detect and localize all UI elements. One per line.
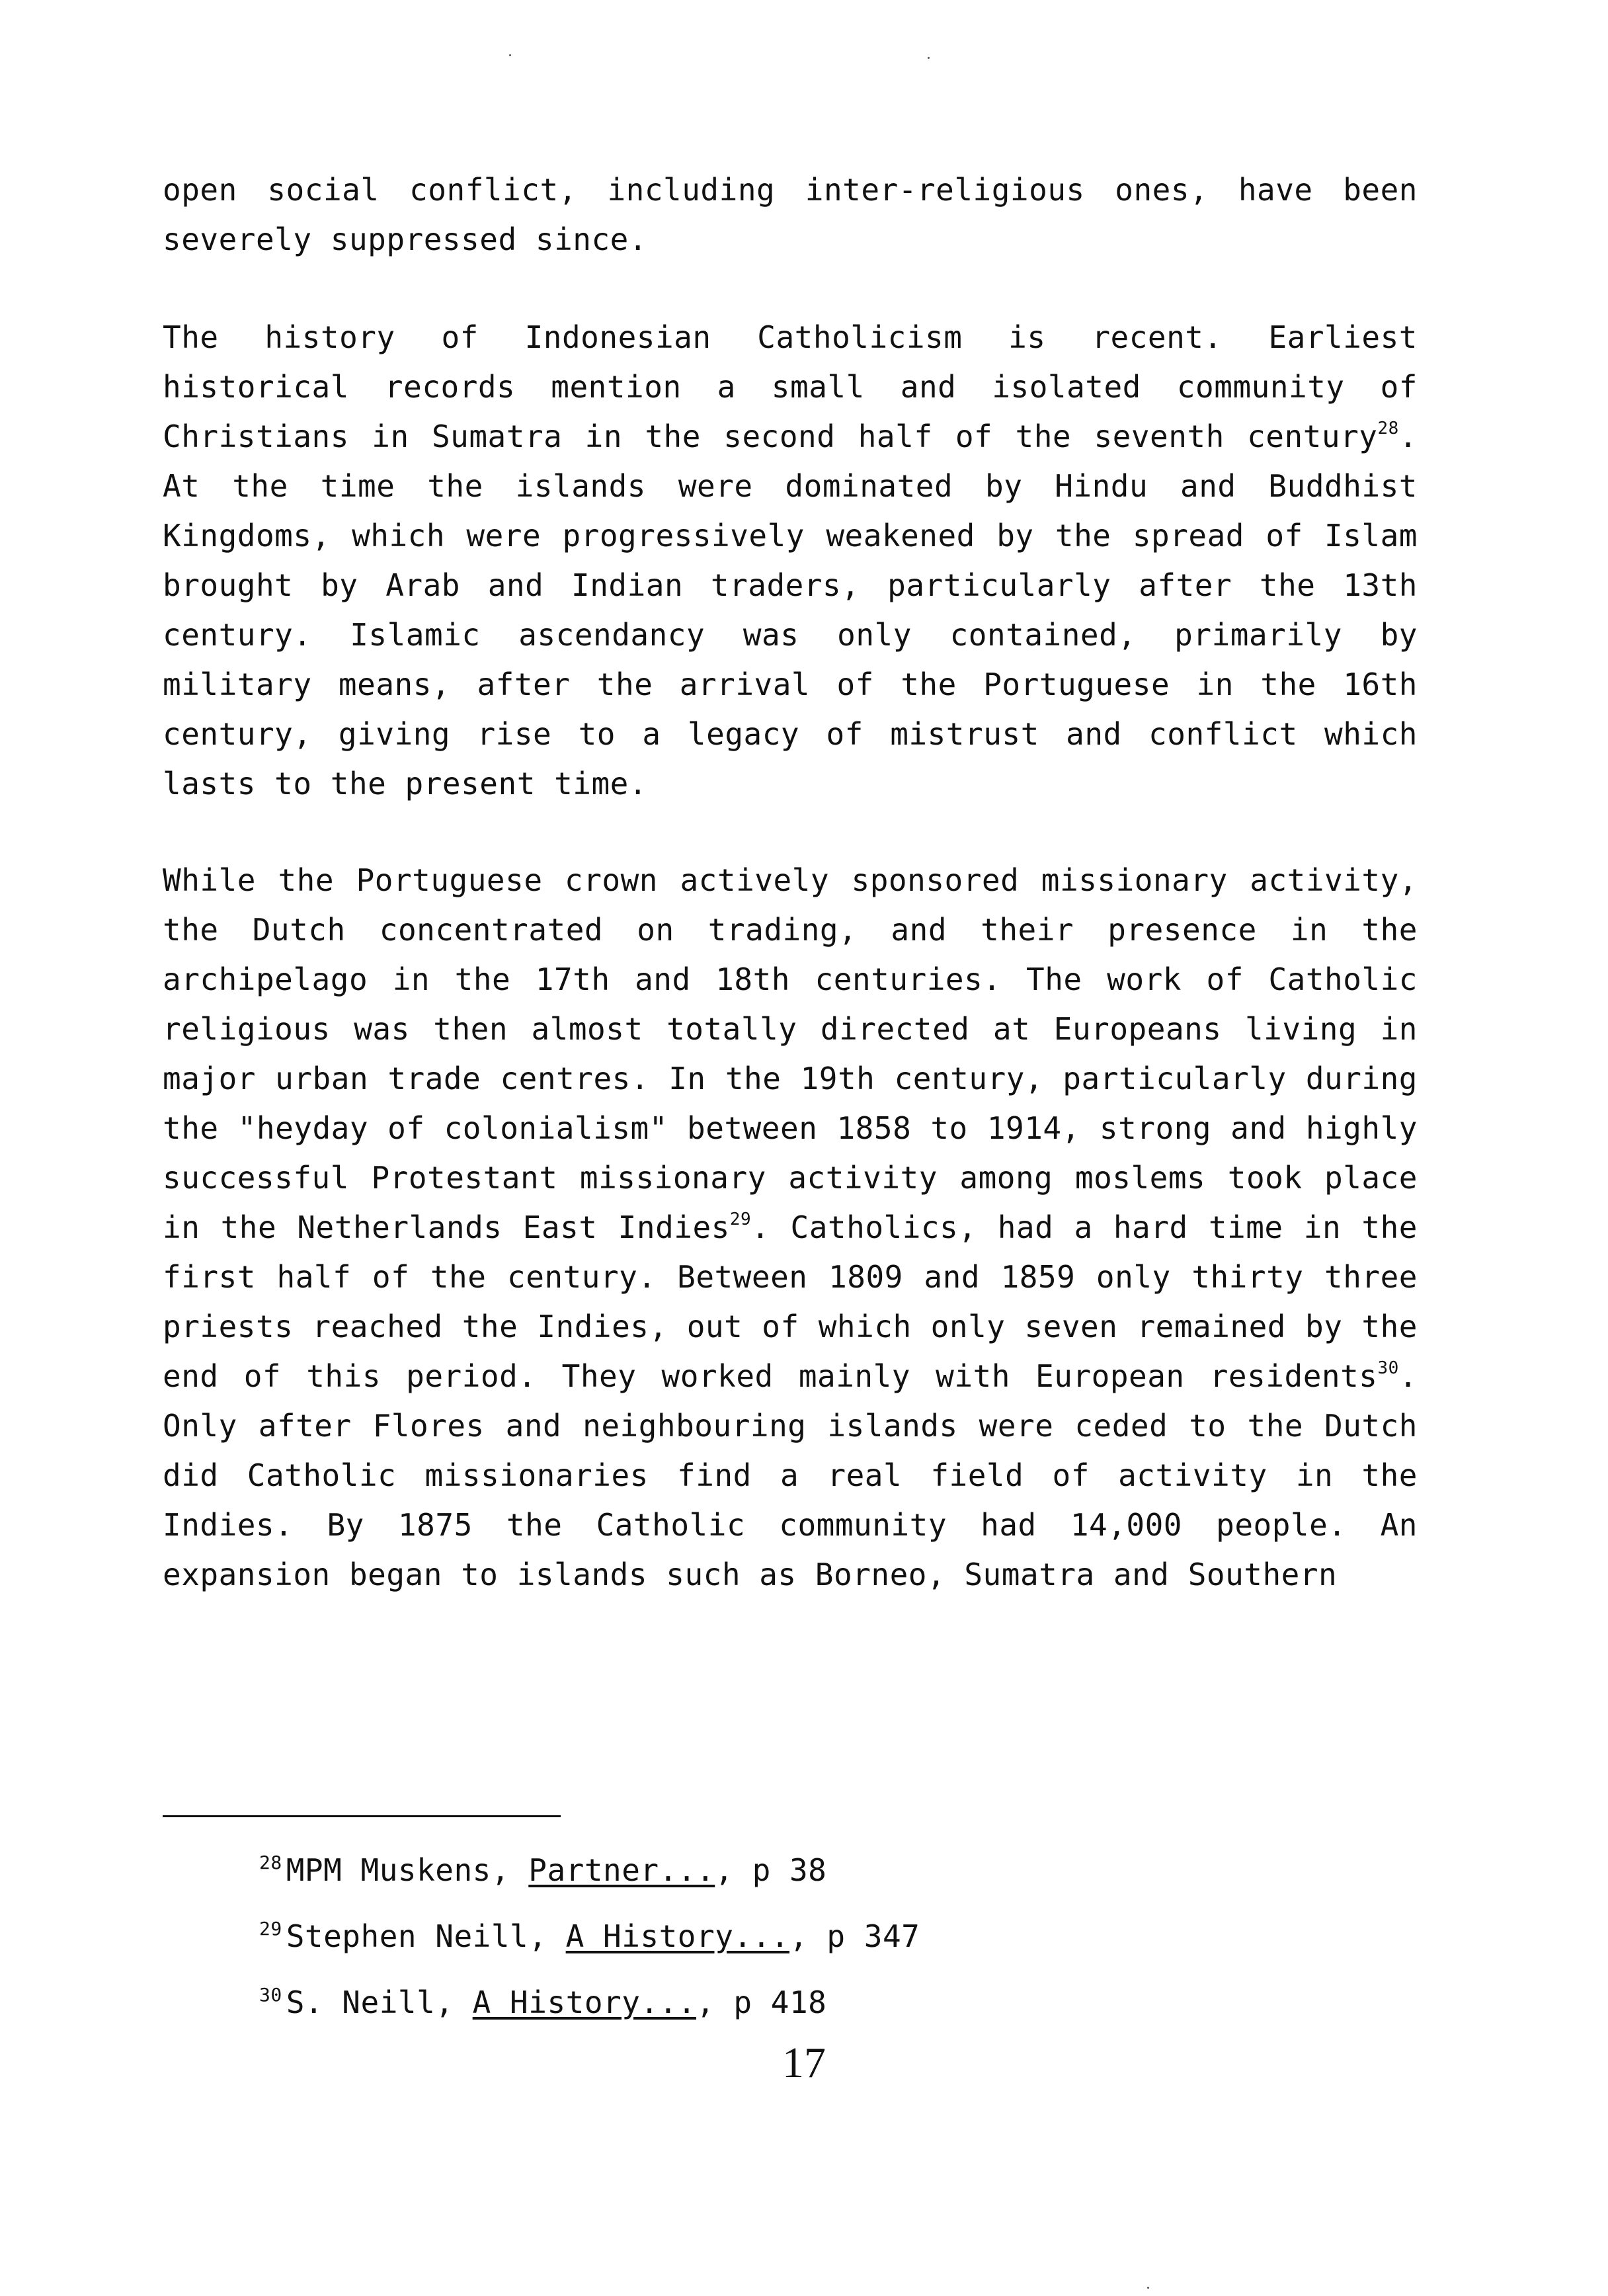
scan-speck bbox=[509, 54, 511, 56]
paragraph-3 bbox=[163, 856, 1418, 1600]
footnote-page: , p 347 bbox=[789, 1918, 920, 1954]
paragraph-2-text-b: . At the time the islands were dominated by Hindu and Buddhist Kingdoms, which were progressively weakened by the spread of Islam brought by Arab and Indian traders, particularly after the 13th century. Islamic ascendancy was only contained, primarily by military means, after the arrival of the Portuguese in the 16th century, giving rise to a legacy of mistrust and conflict which lasts to the present time. bbox=[163, 419, 1418, 801]
footnote-number: 30 bbox=[259, 1984, 282, 2006]
footnote-divider bbox=[163, 1815, 561, 1817]
footnote-title: Partner... bbox=[528, 1852, 715, 1888]
paragraph-3-text-b: . Catholics, had a hard time in the first half of the century. Between 1809 and 1859 only thirty three priests reached the Indies, out of which only seven remained by the end of this period. They worked mainly with European residents bbox=[163, 1210, 1418, 1394]
paragraph-1 bbox=[163, 165, 1418, 265]
footnote-title: A History... bbox=[565, 1918, 789, 1954]
footnote-page: , p 38 bbox=[715, 1852, 827, 1888]
footnote-ref-28[interactable]: 28 bbox=[1377, 419, 1399, 438]
footnote-28 bbox=[259, 1837, 1317, 1903]
footnotes bbox=[259, 1837, 1317, 2035]
scan-speck bbox=[928, 57, 930, 59]
footnote-number: 28 bbox=[259, 1852, 282, 1873]
paragraph-2-text-a: The history of Indonesian Catholicism is recent. Earliest historical records mention a small and isolated community of Christians in Sumatra in the second half of the seventh century bbox=[163, 319, 1418, 454]
paragraph-1-text: open social conflict, including inter-religious ones, have been severely suppressed since. bbox=[163, 172, 1418, 257]
footnote-29 bbox=[259, 1903, 1317, 1969]
footnote-page: , p 418 bbox=[696, 1985, 827, 2020]
footnote-author: S. Neill, bbox=[286, 1985, 473, 2020]
paragraph-3-text-c: . Only after Flores and neighbouring islands were ceded to the Dutch did Catholic missionaries find a real field of activity in the Indies. By 1875 the Catholic community had 14,000 people. An expansion began to islands such as Borneo, Sumatra and Southern bbox=[163, 1358, 1418, 1592]
footnote-title: A History... bbox=[472, 1985, 697, 2020]
paragraph-3-text-a: While the Portuguese crown actively sponsored missionary activity, the Dutch concentrated on trading, and their presence in the archipelago in the 17th and 18th centuries. The work of Catholic religious was then almost totally directed at Europeans living in major urban trade centres. In the 19th century, particularly during the "heyday of colonialism" between 1858 to 1914, strong and highly successful Protestant missionary activity among moslems took place in the Netherlands East Indies bbox=[163, 862, 1418, 1245]
footnote-ref-30[interactable]: 30 bbox=[1377, 1358, 1399, 1378]
footnote-author: MPM Muskens, bbox=[286, 1852, 529, 1888]
scan-speck bbox=[1147, 2287, 1149, 2289]
paragraph-2 bbox=[163, 313, 1418, 809]
footnote-ref-29[interactable]: 29 bbox=[729, 1210, 752, 1229]
footnote-number: 29 bbox=[259, 1918, 282, 1940]
footnote-30 bbox=[259, 1969, 1317, 2035]
footnote-author: Stephen Neill, bbox=[286, 1918, 566, 1954]
page-number: 17 bbox=[782, 2039, 826, 2087]
